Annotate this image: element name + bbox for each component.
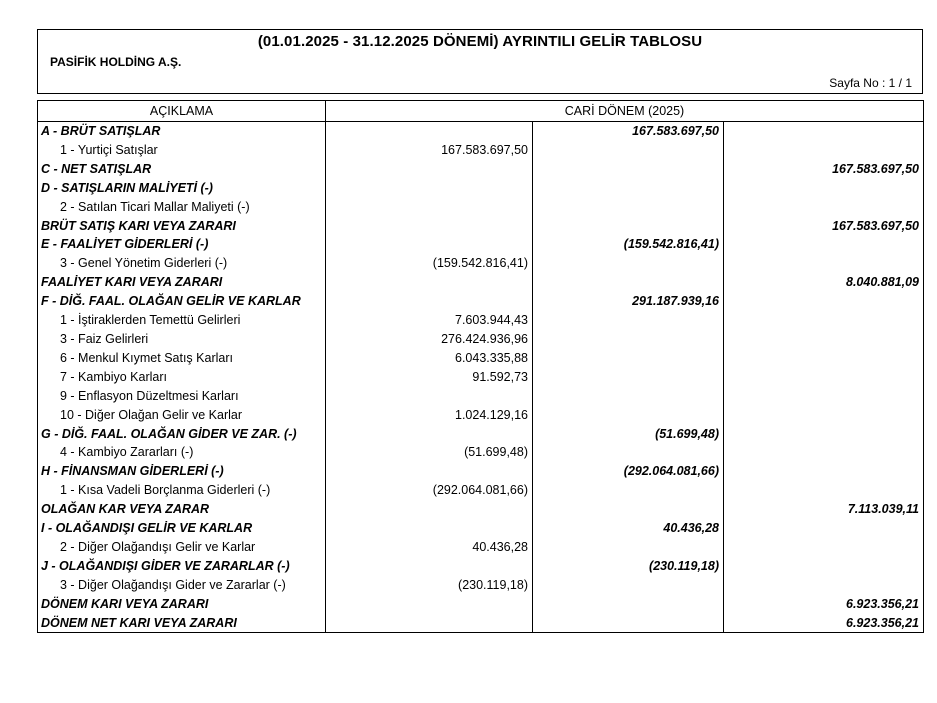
table-row <box>38 462 924 481</box>
row-label: 6 - Menkul Kıymet Satış Karları <box>38 349 326 368</box>
table-row <box>38 141 924 160</box>
row-subtotal-value <box>533 141 724 160</box>
row-total-value: 8.040.881,09 <box>724 273 924 292</box>
row-label: 3 - Faiz Gelirleri <box>38 330 326 349</box>
table-row <box>38 311 924 330</box>
table-row <box>38 576 924 595</box>
row-detail-value <box>326 519 533 538</box>
table-row <box>38 349 924 368</box>
table-row <box>38 292 924 311</box>
report-header <box>37 29 923 94</box>
row-detail-value <box>326 160 533 179</box>
row-label: FAALİYET KARI VEYA ZARARI <box>38 273 326 292</box>
row-label: 10 - Diğer Olağan Gelir ve Karlar <box>38 406 326 425</box>
column-header-description: AÇIKLAMA <box>38 101 326 122</box>
row-label: 1 - İştiraklerden Temettü Gelirleri <box>38 311 326 330</box>
row-detail-value: 7.603.944,43 <box>326 311 533 330</box>
row-detail-value <box>326 122 533 141</box>
table-row <box>38 595 924 614</box>
row-subtotal-value <box>533 443 724 462</box>
table-body <box>38 122 924 633</box>
row-label: J - OLAĞANDIŞI GİDER VE ZARARLAR (-) <box>38 557 326 576</box>
row-detail-value <box>326 614 533 633</box>
row-total-value <box>724 557 924 576</box>
table-row <box>38 519 924 538</box>
row-label: 7 - Kambiyo Karları <box>38 368 326 387</box>
table-row <box>38 614 924 633</box>
row-subtotal-value <box>533 273 724 292</box>
row-subtotal-value <box>533 538 724 557</box>
row-subtotal-value <box>533 198 724 217</box>
table-row <box>38 425 924 444</box>
row-label: 3 - Diğer Olağandışı Gider ve Zararlar (-) <box>38 576 326 595</box>
row-detail-value: 91.592,73 <box>326 368 533 387</box>
row-total-value <box>724 141 924 160</box>
row-detail-value: 1.024.129,16 <box>326 406 533 425</box>
row-subtotal-value <box>533 160 724 179</box>
row-subtotal-value <box>533 254 724 273</box>
table-row <box>38 500 924 519</box>
row-subtotal-value <box>533 349 724 368</box>
row-detail-value: 40.436,28 <box>326 538 533 557</box>
row-detail-value: (51.699,48) <box>326 443 533 462</box>
row-label: I - OLAĞANDIŞI GELİR VE KARLAR <box>38 519 326 538</box>
row-subtotal-value: 291.187.939,16 <box>533 292 724 311</box>
row-total-value <box>724 122 924 141</box>
row-subtotal-value <box>533 500 724 519</box>
row-detail-value: (159.542.816,41) <box>326 254 533 273</box>
income-statement-table <box>37 100 924 633</box>
row-total-value <box>724 406 924 425</box>
row-detail-value <box>326 292 533 311</box>
row-detail-value <box>326 595 533 614</box>
row-total-value <box>724 443 924 462</box>
row-total-value <box>724 481 924 500</box>
row-subtotal-value <box>533 179 724 198</box>
table-row <box>38 198 924 217</box>
row-detail-value <box>326 179 533 198</box>
row-detail-value <box>326 217 533 236</box>
row-total-value <box>724 330 924 349</box>
table-row <box>38 235 924 254</box>
row-detail-value <box>326 557 533 576</box>
row-label: 1 - Yurtiçi Satışlar <box>38 141 326 160</box>
row-detail-value: 6.043.335,88 <box>326 349 533 368</box>
row-total-value <box>724 425 924 444</box>
row-detail-value <box>326 462 533 481</box>
row-label: 3 - Genel Yönetim Giderleri (-) <box>38 254 326 273</box>
row-total-value <box>724 387 924 406</box>
row-label: DÖNEM NET KARI VEYA ZARARI <box>38 614 326 633</box>
table-row <box>38 254 924 273</box>
row-total-value <box>724 311 924 330</box>
row-total-value <box>724 254 924 273</box>
row-detail-value <box>326 387 533 406</box>
row-subtotal-value: 167.583.697,50 <box>533 122 724 141</box>
row-total-value: 167.583.697,50 <box>724 160 924 179</box>
row-label: C - NET SATIŞLAR <box>38 160 326 179</box>
row-subtotal-value <box>533 595 724 614</box>
row-subtotal-value: 40.436,28 <box>533 519 724 538</box>
table-row <box>38 443 924 462</box>
row-label: 1 - Kısa Vadeli Borçlanma Giderleri (-) <box>38 481 326 500</box>
row-subtotal-value <box>533 614 724 633</box>
table-header-row <box>38 101 924 122</box>
row-label: 4 - Kambiyo Zararları (-) <box>38 443 326 462</box>
table-row <box>38 406 924 425</box>
row-subtotal-value <box>533 368 724 387</box>
row-detail-value <box>326 198 533 217</box>
row-total-value <box>724 235 924 254</box>
report-title: (01.01.2025 - 31.12.2025 DÖNEMİ) AYRINTILI GELİR TABLOSU <box>257 33 703 50</box>
table-row <box>38 179 924 198</box>
table-row <box>38 557 924 576</box>
row-total-value <box>724 576 924 595</box>
row-detail-value: 276.424.936,96 <box>326 330 533 349</box>
row-subtotal-value: (292.064.081,66) <box>533 462 724 481</box>
row-total-value <box>724 292 924 311</box>
row-subtotal-value <box>533 217 724 236</box>
row-subtotal-value <box>533 311 724 330</box>
row-label: 2 - Satılan Ticari Mallar Maliyeti (-) <box>38 198 326 217</box>
row-detail-value: (230.119,18) <box>326 576 533 595</box>
table-row <box>38 122 924 141</box>
row-subtotal-value: (51.699,48) <box>533 425 724 444</box>
row-detail-value <box>326 235 533 254</box>
row-label: OLAĞAN KAR VEYA ZARAR <box>38 500 326 519</box>
table-row <box>38 481 924 500</box>
row-total-value <box>724 519 924 538</box>
row-label: BRÜT SATIŞ KARI VEYA ZARARI <box>38 217 326 236</box>
row-label: H - FİNANSMAN GİDERLERİ (-) <box>38 462 326 481</box>
row-label: G - DİĞ. FAAL. OLAĞAN GİDER VE ZAR. (-) <box>38 425 326 444</box>
row-label: 2 - Diğer Olağandışı Gelir ve Karlar <box>38 538 326 557</box>
row-total-value <box>724 538 924 557</box>
row-total-value: 6.923.356,21 <box>724 614 924 633</box>
row-detail-value <box>326 273 533 292</box>
row-total-value: 7.113.039,11 <box>724 500 924 519</box>
table-row <box>38 160 924 179</box>
row-subtotal-value: (230.119,18) <box>533 557 724 576</box>
row-label: F - DİĞ. FAAL. OLAĞAN GELİR VE KARLAR <box>38 292 326 311</box>
row-subtotal-value <box>533 481 724 500</box>
row-label: DÖNEM KARI VEYA ZARARI <box>38 595 326 614</box>
row-detail-value <box>326 425 533 444</box>
row-subtotal-value <box>533 576 724 595</box>
row-detail-value <box>326 500 533 519</box>
table-row <box>38 387 924 406</box>
row-label: D - SATIŞLARIN MALİYETİ (-) <box>38 179 326 198</box>
table-row <box>38 273 924 292</box>
row-total-value <box>724 462 924 481</box>
column-header-period: CARİ DÖNEM (2025) <box>326 101 924 122</box>
row-detail-value: 167.583.697,50 <box>326 141 533 160</box>
row-total-value <box>724 349 924 368</box>
row-label: E - FAALİYET GİDERLERİ (-) <box>38 235 326 254</box>
company-name: PASİFİK HOLDİNG A.Ş. <box>50 55 182 69</box>
row-total-value <box>724 368 924 387</box>
row-total-value: 167.583.697,50 <box>724 217 924 236</box>
row-subtotal-value: (159.542.816,41) <box>533 235 724 254</box>
table-row <box>38 538 924 557</box>
row-label: 9 - Enflasyon Düzeltmesi Karları <box>38 387 326 406</box>
page-number: Sayfa No : 1 / 1 <box>829 76 912 90</box>
table-row <box>38 368 924 387</box>
row-total-value: 6.923.356,21 <box>724 595 924 614</box>
row-subtotal-value <box>533 406 724 425</box>
row-subtotal-value <box>533 387 724 406</box>
row-total-value <box>724 179 924 198</box>
row-label: A - BRÜT SATIŞLAR <box>38 122 326 141</box>
row-detail-value: (292.064.081,66) <box>326 481 533 500</box>
row-subtotal-value <box>533 330 724 349</box>
table-row <box>38 330 924 349</box>
table-row <box>38 217 924 236</box>
row-total-value <box>724 198 924 217</box>
